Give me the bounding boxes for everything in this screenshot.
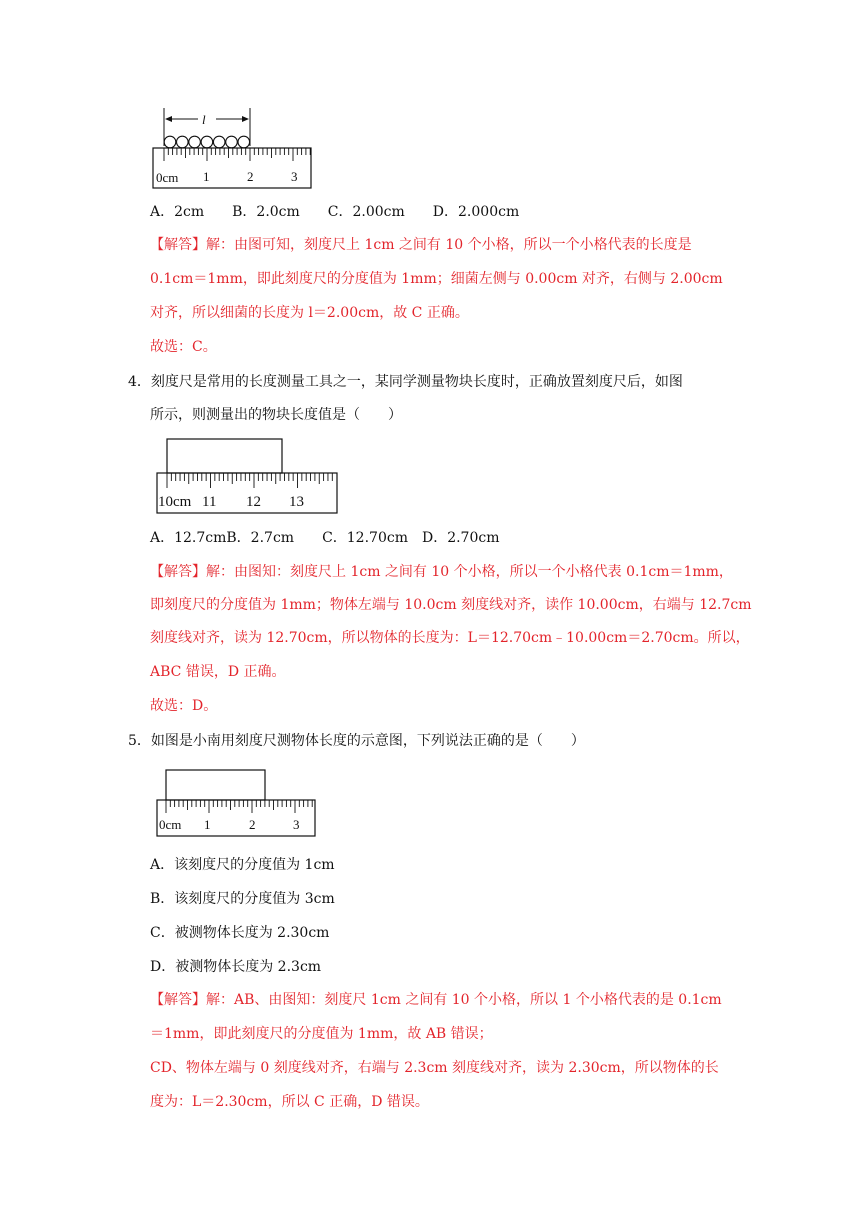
q5-option-c: C．被测物体长度为 2.30cm (150, 925, 330, 941)
q5-answer-line-1: 【解答】解：AB、由图知：刻度尺 1cm 之间有 10 个小格，所以 1 个小格代表的是 0.1cm (150, 992, 722, 1008)
q4-choice: 故选：D。 (150, 698, 218, 714)
bacterium (164, 136, 176, 148)
bacterium (226, 136, 238, 148)
q3-answer-line-3: 对齐，所以细菌的长度为 l＝2.00cm，故 C 正确。 (150, 305, 469, 321)
ruler-label-12: 12 (246, 494, 261, 510)
q4-answer-line-3: 刻度线对齐，读为 12.70cm，所以物体的长度为：L＝12.70cm﹣10.00cm＝2.70cm。所以， (150, 630, 750, 646)
bacterium (201, 136, 213, 148)
ruler-label-13: 13 (289, 494, 304, 510)
q4-answer-line-2: 即刻度尺的分度值为 1mm；物体左端与 10.0cm 刻度线对齐，读作 10.00cm，右端与 12.7cm (150, 597, 752, 613)
block-ruler-figure-q4 (155, 437, 345, 517)
length-label: l (202, 112, 206, 127)
q5-stem: 5．如图是小南用刻度尺测物体长度的示意图，下列说法正确的是（ ） (128, 733, 585, 749)
answer-tag: 【解答】 (150, 237, 206, 253)
q4-options: A．12.7cmB．2.7cm C．12.70cm D．2.70cm (150, 530, 500, 546)
answer-tag: 【解答】 (150, 992, 206, 1008)
ruler-label-3: 3 (291, 169, 298, 184)
q5-answer-line-3: CD、物体左端与 0 刻度线对齐，右端与 2.3cm 刻度线对齐，读为 2.30cm，所以物体的长 (150, 1060, 719, 1076)
q3-answer-line-2: 0.1cm＝1mm，即此刻度尺的分度值为 1mm；细菌左侧与 0.00cm 对齐，右侧与 2.00cm (150, 271, 723, 287)
answer-tag: 【解答】 (150, 564, 206, 580)
ruler-label-10cm: 10cm (158, 494, 192, 510)
q3-options: A．2cm B．2.0cm C．2.00cm D．2.000cm (150, 204, 520, 220)
ruler-label-2: 2 (249, 817, 256, 832)
block-ruler-figure-q5 (155, 768, 320, 840)
ruler-label-2: 2 (247, 169, 254, 184)
bacteria-ruler-figure (150, 106, 320, 190)
q4-stem-line-1: 4．刻度尺是常用的长度测量工具之一，某同学测量物块长度时，正确放置刻度尺后，如图 (128, 374, 683, 390)
ruler-label-1: 1 (204, 817, 211, 832)
ruler-label-0: 0cm (156, 170, 179, 185)
q4-answer-line-1: 【解答】解：由图知：刻度尺上 1cm 之间有 10 个小格，所以一个小格代表 0.1cm＝1mm， (150, 564, 733, 580)
q5-option-a: A．该刻度尺的分度值为 1cm (150, 857, 335, 873)
q3-answer-line-1: 【解答】解：由图可知，刻度尺上 1cm 之间有 10 个小格，所以一个小格代表的长度是 (150, 237, 692, 253)
q5-option-b: B．该刻度尺的分度值为 3cm (150, 891, 335, 907)
q4-stem-line-2: 所示，则测量出的物块长度值是（ ） (150, 407, 402, 423)
q3-choice: 故选：C。 (150, 339, 217, 355)
bacterium (177, 136, 189, 148)
q5-answer-line-2: ＝1mm，即此刻度尺的分度值为 1mm，故 AB 错误； (150, 1026, 493, 1042)
bacterium (189, 136, 201, 148)
bacterium (213, 136, 225, 148)
bacterium (238, 136, 250, 148)
q5-option-d: D．被测物体长度为 2.3cm (150, 959, 322, 975)
q5-answer-line-4: 度为：L＝2.30cm，所以 C 正确，D 错误。 (150, 1094, 429, 1110)
ruler-label-1: 1 (203, 169, 210, 184)
ruler-label-11: 11 (202, 494, 217, 510)
ruler-label-0: 0cm (159, 817, 182, 832)
ruler-label-3: 3 (293, 817, 300, 832)
q4-answer-line-4: ABC 错误，D 正确。 (150, 664, 286, 680)
